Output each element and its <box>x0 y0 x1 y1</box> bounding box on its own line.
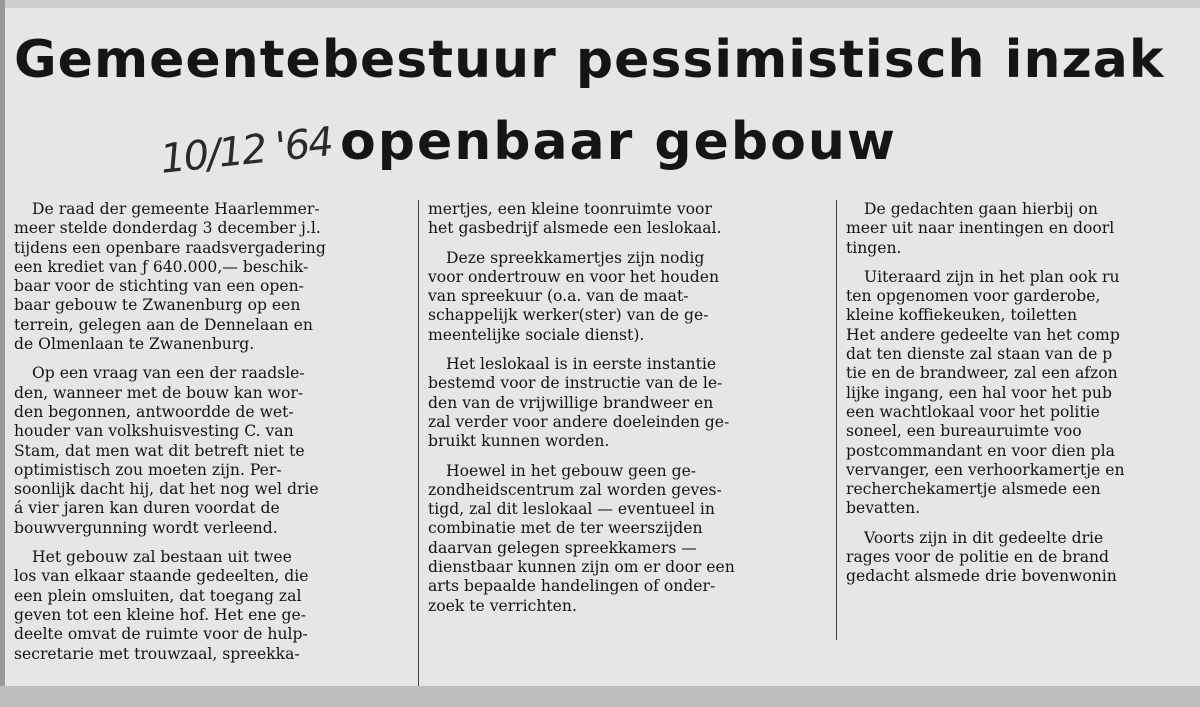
article-line: den begonnen, antwoordde de wet- <box>14 402 294 421</box>
article-line: meer uit naar inentingen en doorl <box>846 219 1115 238</box>
article-line: dat ten dienste zal staan van de p <box>846 345 1113 364</box>
article-line: deelte omvat de ruimte voor de hulp- <box>14 625 308 644</box>
article-line: vervanger, een verhoorkamertje en <box>846 460 1125 479</box>
article-line: soonlijk dacht hij, dat het nog wel drie <box>14 480 319 499</box>
article-line: combinatie met de ter weerszijden <box>428 519 703 538</box>
article-line: een krediet van ƒ 640.000,— beschik- <box>14 257 309 276</box>
article-line: Het leslokaal is in eerste instantie <box>446 355 717 374</box>
article-paragraph <box>428 249 828 345</box>
article-line: ten opgenomen voor garderobe, <box>846 287 1101 306</box>
article-paragraph <box>14 200 408 354</box>
article-line: Deze spreekkamertjes zijn nodig <box>446 248 705 267</box>
article-line: tie en de brandweer, zal een afzon <box>846 364 1118 383</box>
article-line: het gasbedrijf alsmede een leslokaal. <box>428 219 722 238</box>
article-line: optimistisch zou moeten zijn. Per- <box>14 460 282 479</box>
article-paragraph <box>428 355 828 451</box>
article-line: Op een vraag van een der raadsle- <box>32 364 305 383</box>
article-line: tigd, zal dit leslokaal — eventueel in <box>428 500 715 519</box>
article-line: schappelijk werker(ster) van de ge- <box>428 306 709 325</box>
article-line: bouwvergunning wordt verleend. <box>14 518 278 537</box>
article-line: Het andere gedeelte van het comp <box>846 325 1120 344</box>
article-line: rages voor de politie en de brand <box>846 548 1110 567</box>
article-line: mertjes, een kleine toonruimte voor <box>428 200 712 218</box>
article-line: Voorts zijn in dit gedeelte drie <box>864 528 1104 547</box>
article-line: lijke ingang, een hal voor het pub <box>846 383 1112 402</box>
article-line: De raad der gemeente Haarlemmer- <box>32 200 320 218</box>
article-line: los van elkaar staande gedeelten, die <box>14 567 309 586</box>
article-line: bestemd voor de instructie van de le- <box>428 374 723 393</box>
article-column-1 <box>14 200 408 674</box>
article-line: meentelijke sociale dienst). <box>428 325 645 344</box>
paper-left-edge <box>0 0 5 707</box>
article-column-3 <box>846 200 1200 670</box>
column-rule <box>418 200 419 688</box>
article-line: geven tot een kleine hof. Het ene ge- <box>14 605 307 624</box>
article-line: de Olmenlaan te Zwanenburg. <box>14 335 255 354</box>
article-paragraph <box>846 268 1200 519</box>
article-line: kleine koffiekeuken, toiletten <box>846 306 1078 325</box>
article-line: een wachtlokaal voor het politie <box>846 402 1100 421</box>
article-line: bruikt kunnen worden. <box>428 432 610 451</box>
article-line: Hoewel in het gebouw geen ge- <box>446 461 697 480</box>
article-paragraph <box>428 200 828 239</box>
article-line: postcommandant en voor dien pla <box>846 441 1115 460</box>
paper-bottom-strip <box>0 686 1200 707</box>
article-line: bevatten. <box>846 499 921 518</box>
article-line: De gedachten gaan hierbij on <box>864 200 1098 218</box>
article-line: zoek te verrichten. <box>428 596 577 615</box>
article-line: van spreekuur (o.a. van de maat- <box>428 287 689 306</box>
article-line: zondheidscentrum zal worden geves- <box>428 480 722 499</box>
article-line: á vier jaren kan duren voordat de <box>14 499 280 518</box>
article-line: tingen. <box>846 238 902 257</box>
article-line: dienstbaar kunnen zijn om er door een <box>428 558 735 577</box>
article-line: gedacht alsmede drie bovenwonin <box>846 567 1117 586</box>
article-line: Het gebouw zal bestaan uit twee <box>32 548 292 567</box>
handwritten-date: 10/12 '64 <box>158 119 334 183</box>
article-line: den van de vrijwillige brandweer en <box>428 393 714 412</box>
article-paragraph <box>14 548 408 664</box>
article-line: terrein, gelegen aan de Dennelaan en <box>14 315 313 334</box>
article-line: baar gebouw te Zwanenburg op een <box>14 296 301 315</box>
article-line: baar voor de stichting van een open- <box>14 277 304 296</box>
article-paragraph <box>428 462 828 616</box>
article-column-2 <box>428 200 828 626</box>
article-line: een plein omsluiten, dat toegang zal <box>14 586 302 605</box>
article-line: secretarie met trouwzaal, spreekka- <box>14 644 300 663</box>
article-line: voor ondertrouw en voor het houden <box>428 267 719 286</box>
article-line: tijdens een openbare raadsvergadering <box>14 238 326 257</box>
article-line: meer stelde donderdag 3 december j.l. <box>14 219 321 238</box>
article-line: Stam, dat men wat dit betreft niet te <box>14 441 305 460</box>
article-line: daarvan gelegen spreekkamers — <box>428 538 697 557</box>
article-line: Uiteraard zijn in het plan ook ru <box>864 267 1120 286</box>
article-line: den, wanneer met de bouw kan wor- <box>14 383 304 402</box>
article-line: soneel, een bureauruimte voo <box>846 422 1082 441</box>
article-paragraph <box>14 364 408 538</box>
article-paragraph <box>846 529 1200 587</box>
article-line: zal verder voor andere doeleinden ge- <box>428 412 730 431</box>
headline-line-1: Gemeentebestuur pessimistisch inzak <box>14 30 1165 90</box>
article-line: houder van volkshuisvesting C. van <box>14 422 294 441</box>
headline-line-2: openbaar gebouw <box>340 112 897 172</box>
paper-top-strip <box>0 0 1200 8</box>
column-rule <box>836 200 837 640</box>
article-line: recherchekamertje alsmede een <box>846 480 1101 499</box>
article-paragraph <box>846 200 1200 258</box>
article-line: arts bepaalde handelingen of onder- <box>428 577 716 596</box>
